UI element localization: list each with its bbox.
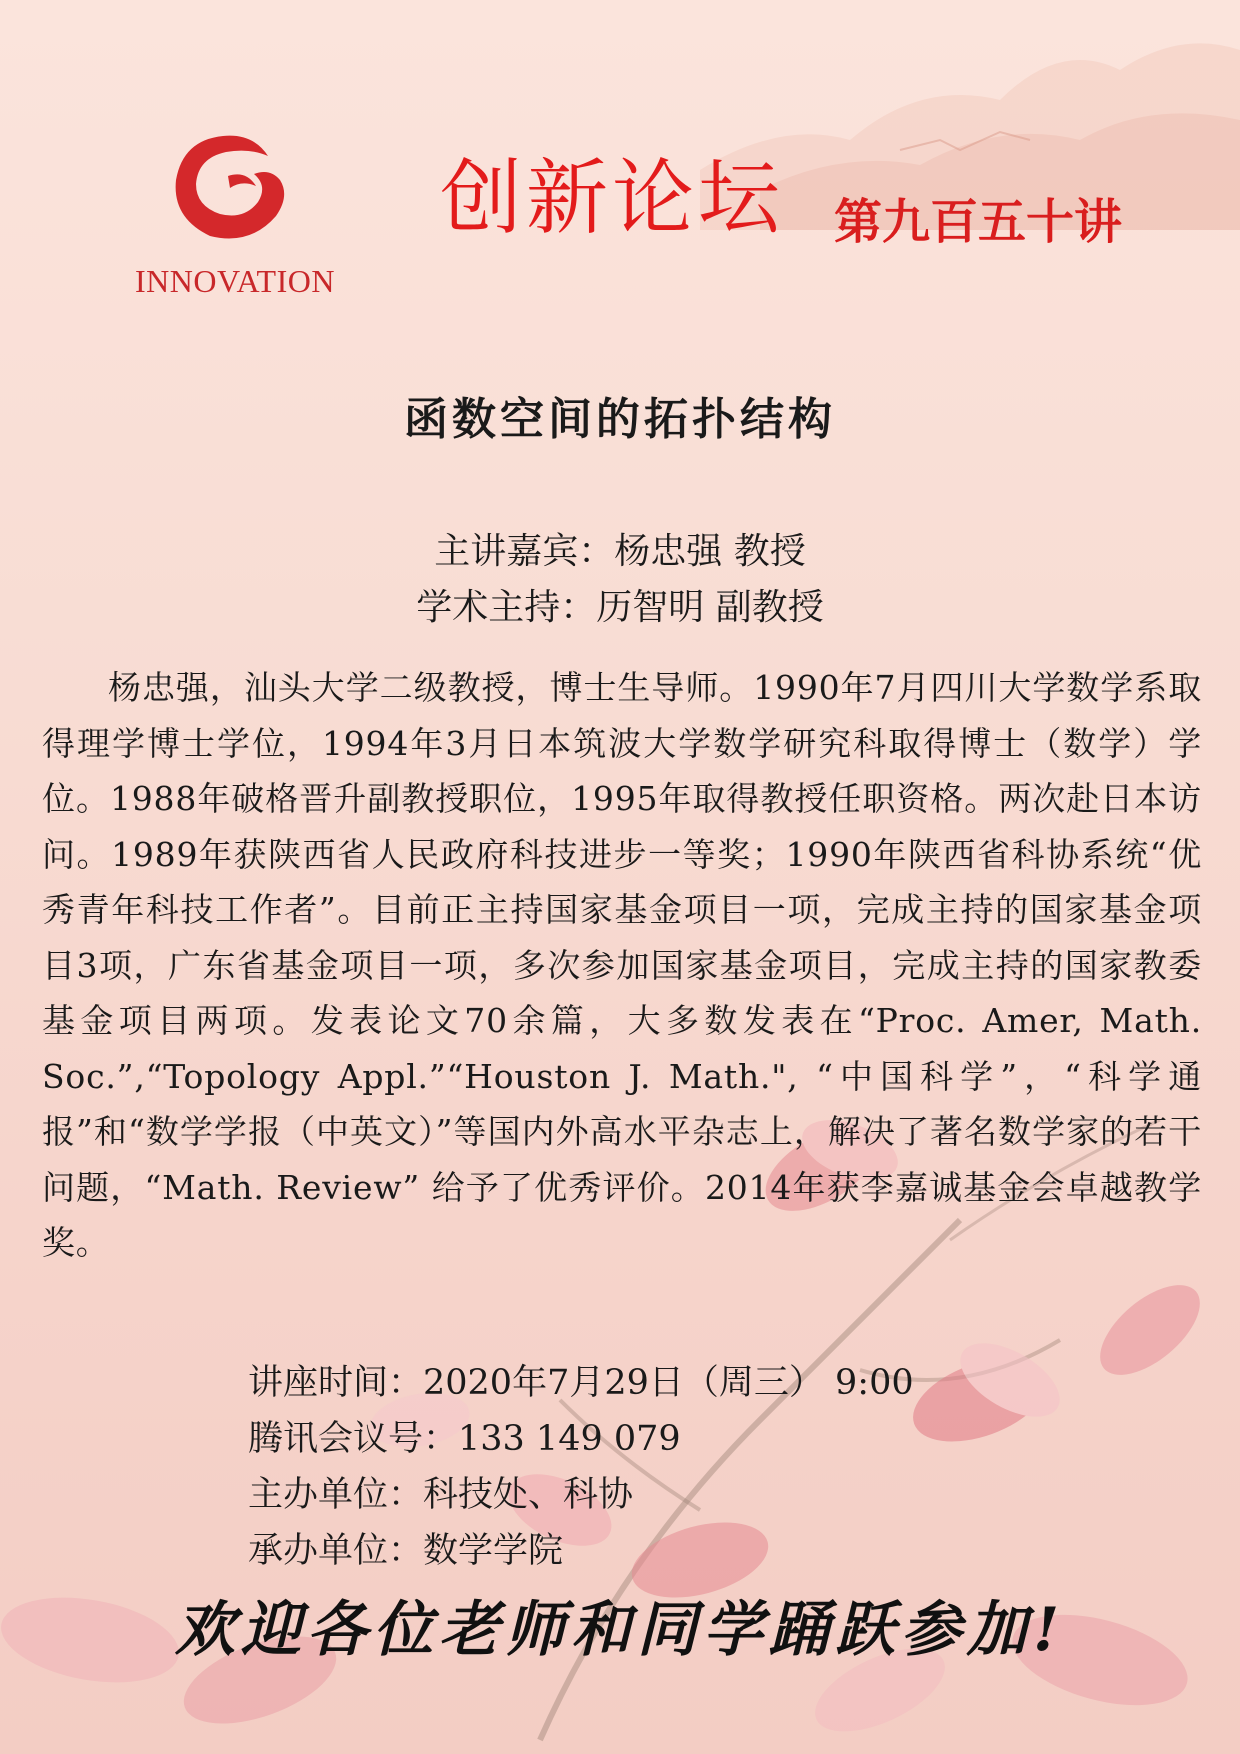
speaker-biography: 杨忠强，汕头大学二级教授，博士生导师。1990年7月四川大学数学系取得理学博士学位，1994年3月日本筑波大学数学研究科取得博士（数学）学位。1988年破格晋升副教授职位，1995年取得教授任职资格。两次赴日本访问。1989年获陕西省人民政府科技进步一等奖；1990年陕西省科协系统“优秀青年科技工作者”。目前正主持国家基金项目一项，完成主持的国家基金项目3项，广东省基金项目一项，多次参加国家基金项目，完成主持的国家教委基金项目两项。发表论文70余篇，大多数发表在“Proc. Amer, Math. Soc.”,“Topology Appl.”“Houston J. Math.", “中国科学”，“科学通报”和“数学学报（中英文）”等国内外高水平杂志上，解决了著名数学家的若干问题，“Math. Review” 给予了优秀评价。2014年获李嘉诚基金会卓越教学奖。: [42, 668, 1202, 1262]
lecture-time: 讲座时间：2020年7月29日（周三） 9:00: [248, 1363, 914, 1403]
lecture-number: 第九百五十讲: [834, 194, 1123, 250]
welcome-message: 欢迎各位老师和同学踊跃参加!: [174, 1595, 1066, 1665]
logo-swirl-icon: [158, 128, 298, 248]
talk-title: 函数空间的拓扑结构: [404, 394, 836, 445]
host-line: 学术主持：历智明 副教授: [416, 587, 824, 628]
speaker-line: 主讲嘉宾：杨忠强 教授: [434, 531, 806, 572]
lecture-details: [248, 1355, 914, 1579]
innovation-logo: [120, 128, 350, 303]
meeting-id: 腾讯会议号：133 149 079: [248, 1419, 681, 1459]
forum-title: 创新论坛: [440, 151, 785, 246]
organizer: 主办单位：科技处、科协: [248, 1475, 634, 1515]
undertaker: 承办单位：数学学院: [248, 1531, 564, 1571]
logo-text: INNOVATION: [135, 263, 335, 299]
